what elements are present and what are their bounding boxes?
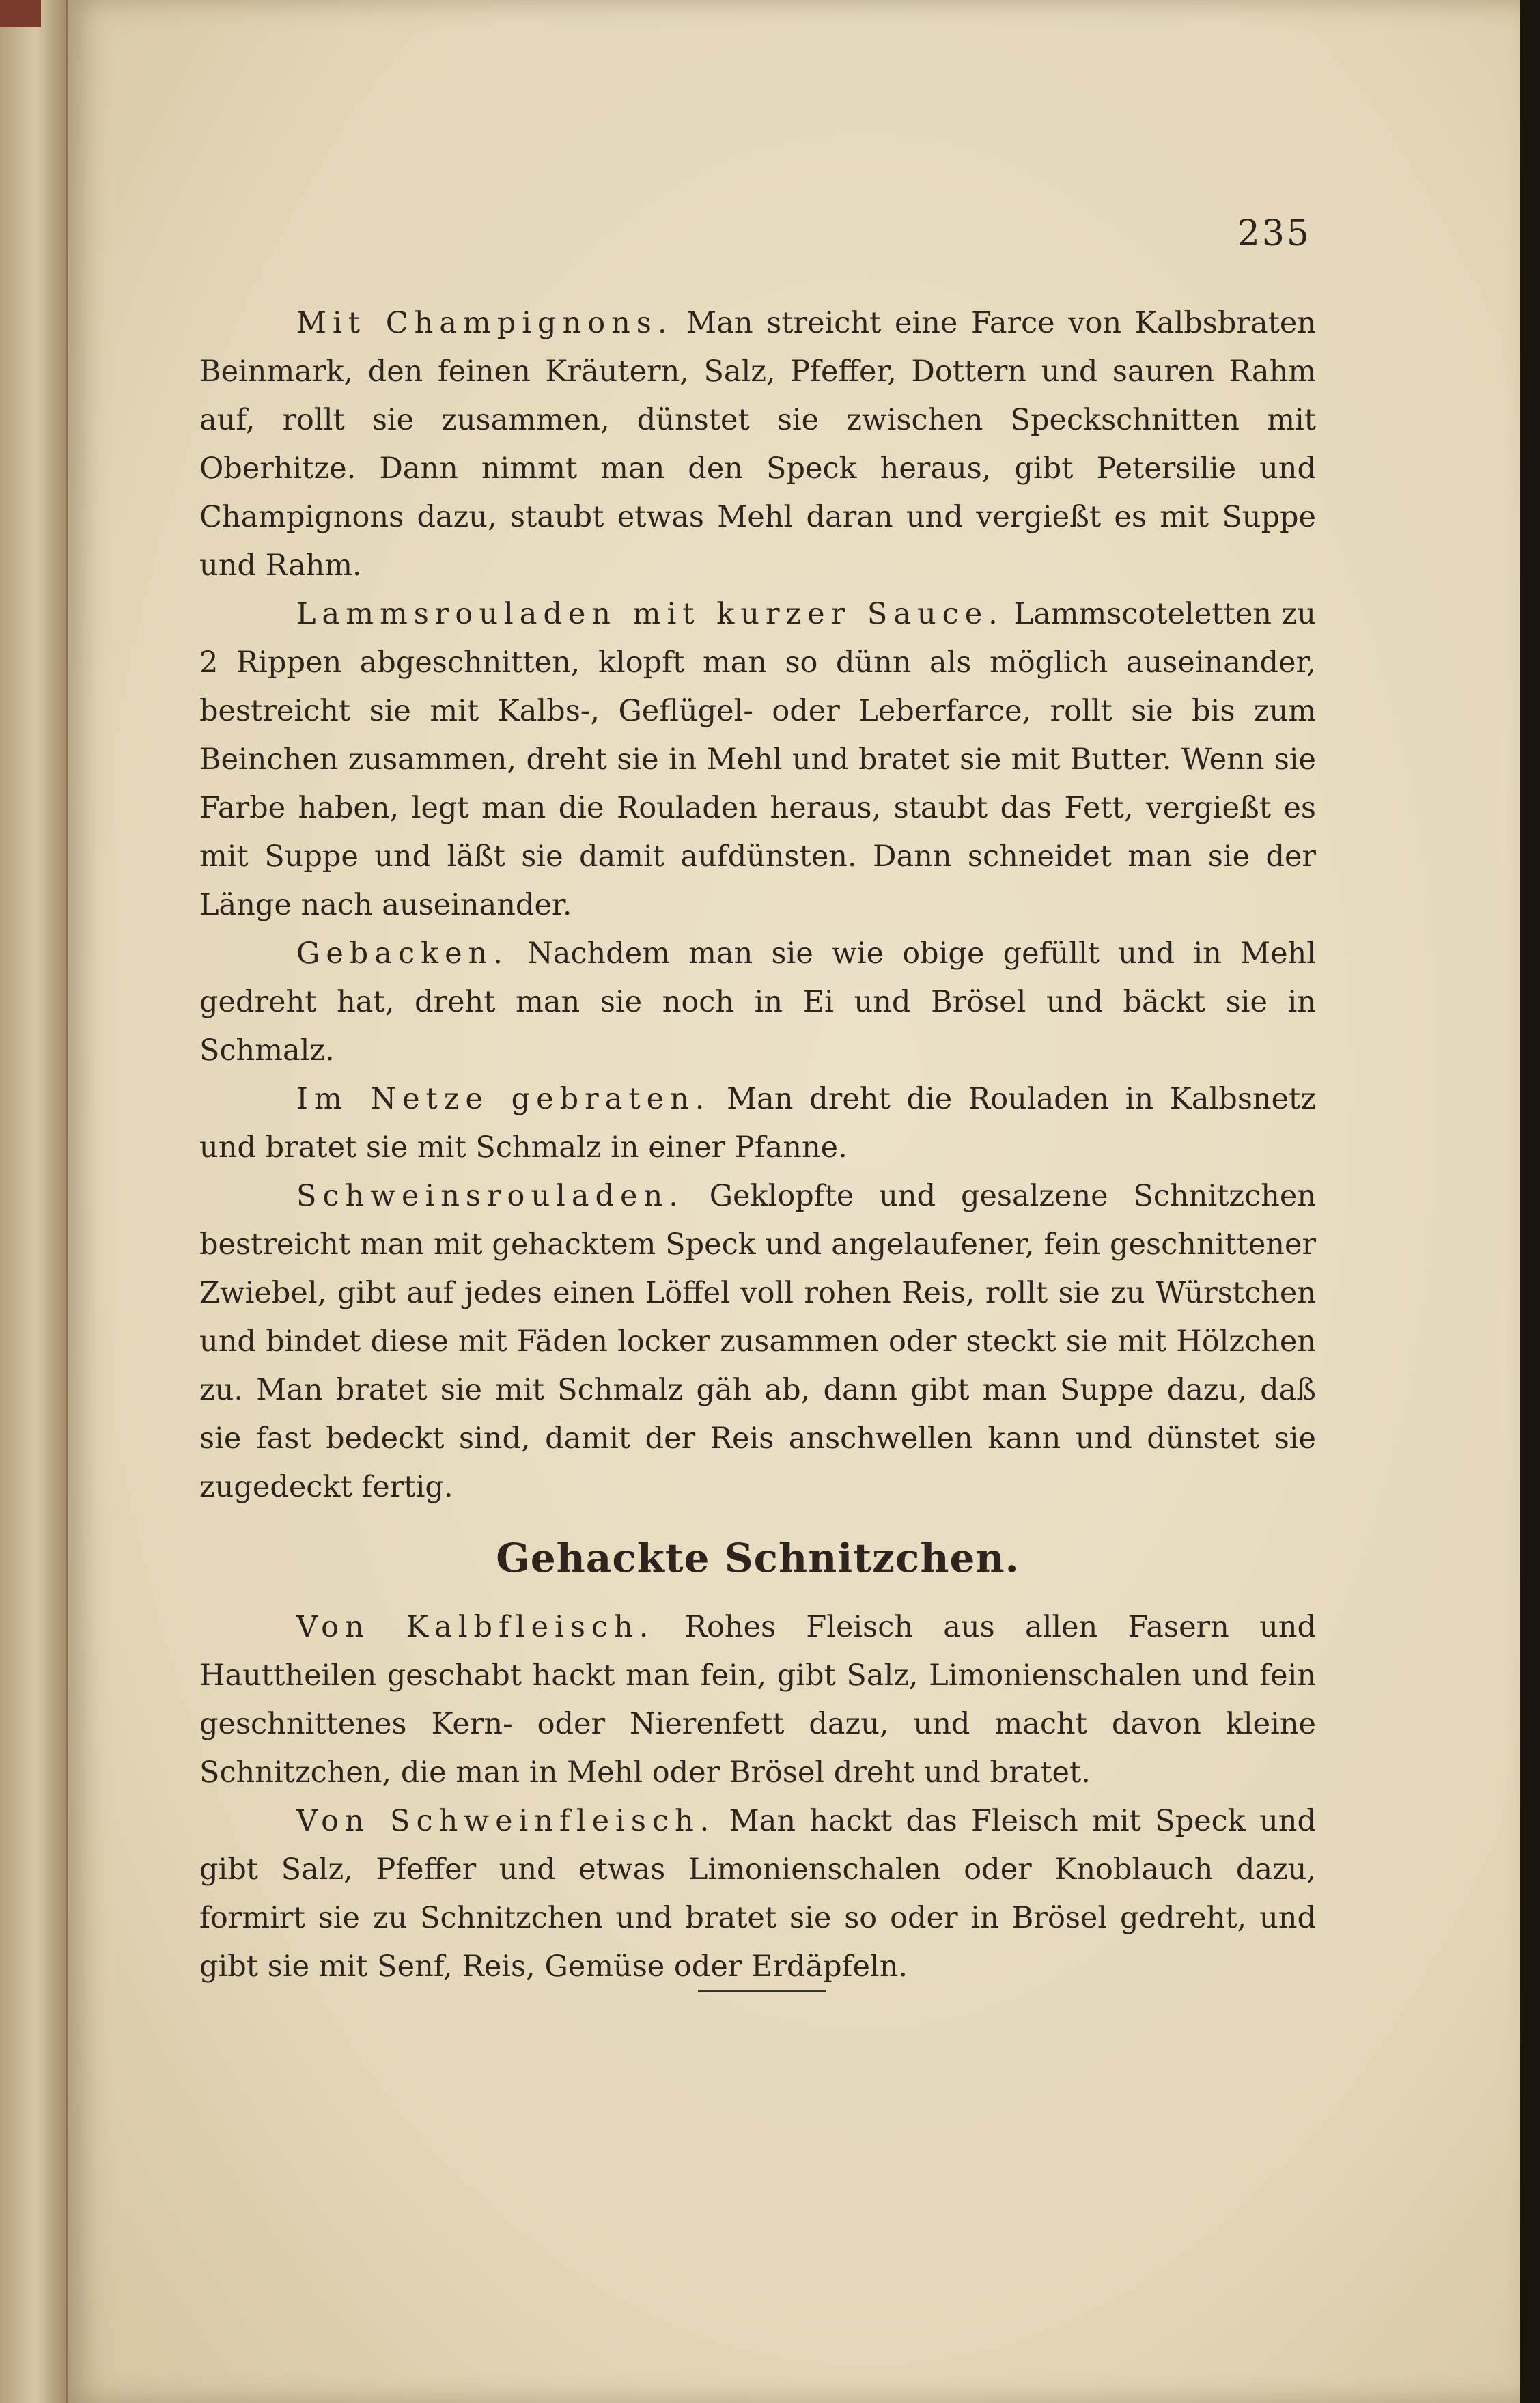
section-heading: Gehackte Schnitzchen. (496, 1535, 1020, 1581)
paragraph-schweinsrouladen (199, 1172, 1316, 1512)
page-number: 235 (1237, 213, 1311, 254)
page-gutter (66, 0, 68, 2403)
paragraph-body: Man streicht eine Farce von Kalbsbraten Beinmark, den feinen Kräutern, Salz, Pfeffer, Dottern und sauren Rahm auf, rollt sie zusammen, dünstet sie zwischen Speckschnitten mit Oberhitze. Dann nimmt man den Speck heraus, gibt Petersilie und Champignons dazu, staubt etwas Mehl daran und vergießt es mit Suppe und Rahm. (199, 306, 1316, 583)
page-text (199, 299, 1316, 1991)
section-end-rule (698, 1990, 826, 1992)
paragraph-gebacken (199, 930, 1316, 1075)
paragraph-body: Geklopfte und gesalzene Schnitzchen bestreicht man mit gehacktem Speck und angelaufener, fein geschnittener Zwiebel, gibt auf jedes einen Löffel voll rohen Reis, rollt sie zu Würstchen und bindet diese mit Fäden locker zusammen oder steckt sie mit Hölzchen zu. Man bratet sie mit Schmalz gäh ab, dann gibt man Suppe dazu, daß sie fast bedeckt sind, damit der Reis anschwellen kann und dünstet sie zugedeckt fertig. (199, 1179, 1316, 1504)
paragraph-body: Man dreht die Rouladen in Kalbsnetz und bratet sie mit Schmalz in einer Pfanne. (199, 1082, 1316, 1165)
paragraph-body: Nachdem man sie wie obige gefüllt und in Mehl gedreht hat, dreht man sie noch in Ei und Brösel und bäckt sie in Schmalz. (199, 936, 1316, 1068)
paragraph-body: Rohes Fleisch aus allen Fasern und Hauttheilen geschabt hackt man fein, gibt Salz, Limonienschalen und fein geschnittenes Kern- oder Nierenfett dazu, und macht davon kleine Schnitzchen, die man in Mehl oder Brösel dreht und bratet. (199, 1610, 1316, 1790)
paragraph-lead: Schweinsrouladen. (296, 1179, 684, 1213)
paragraph-lead: Im Netze gebraten. (296, 1082, 711, 1116)
paragraph-lead: Von Kalbfleisch. (296, 1610, 655, 1644)
paragraph-lead: Lammsrouladen mit kurzer Sauce. (296, 597, 1004, 631)
paragraph-body: Lammscoteletten zu 2 Rippen abgeschnitten, klopft man so dünn als möglich auseinander, bestreicht sie mit Kalbs-, Geflügel- oder Leberfarce, rollt sie bis zum Beinchen zusammen, dreht sie in Mehl und bratet sie mit Butter. Wenn sie Farbe haben, legt man die Rouladen heraus, staubt das Fett, vergießt es mit Suppe und läßt sie damit aufdünsten. Dann schneidet man sie der Länge nach auseinander. (199, 597, 1317, 922)
left-page-edge (0, 0, 66, 2403)
paragraph-lammsrouladen (199, 590, 1316, 930)
paragraph-lead: Mit Champignons. (296, 306, 673, 340)
paragraph-lead: Gebacken. (296, 936, 509, 971)
paragraph-kalbfleisch (199, 1603, 1316, 1797)
paragraph-body: Man hackt das Fleisch mit Speck und gibt Salz, Pfeffer und etwas Limonienschalen oder Knoblauch dazu, formirt sie zu Schnitzchen und bratet sie so oder in Brösel gedreht, und gibt sie mit Senf, Reis, Gemüse oder Erdäpfeln. (199, 1804, 1316, 1984)
binding-mark (0, 0, 41, 27)
paragraph-mit-champignons (199, 299, 1316, 590)
paragraph-im-netze (199, 1075, 1316, 1172)
paragraph-lead: Von Schweinfleisch. (296, 1804, 716, 1838)
paragraph-schweinfleisch (199, 1797, 1316, 1991)
